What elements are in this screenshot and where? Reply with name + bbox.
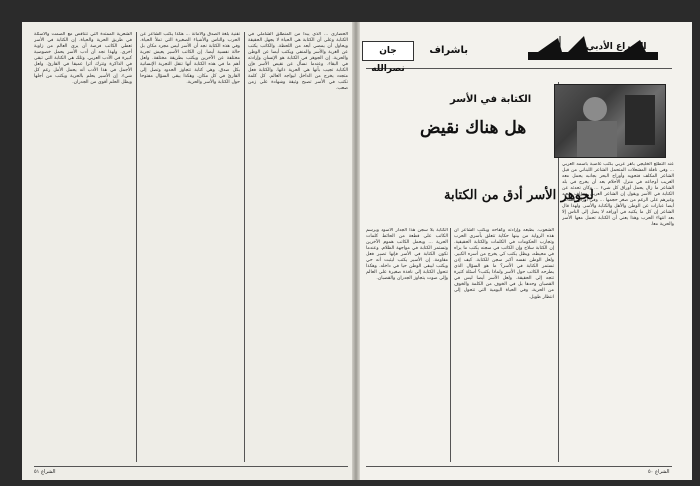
column-divider xyxy=(244,32,245,462)
right-page-column-far-right: عند التطلع الخليجي باهر عربي بكثب غاضبة باسمه العربي ... وفي نافلة المشعلات المتحمل الشاعر اللبناني من قبل الشاعر المكلف فتحويه وأوراح البحر بجانبه يحمل معه الغريب أوجاعه في منزل الأحلام بعد أن يخرج في بلد الشاعر ما زال يحمل أوراق كل شيء ... وكان تحدثه عن الكتابة في الأسر ويقول إن الشاعر العربي ومؤلف سعيد وغيرهم على الرغم من صغر حجمها ... وفي أوراق الشاعر أيضا عبارات عن الوطن والأهل والكتابة والأسر. ولهذا قال الشاعر إن كل ما يكتبه في أوراقه لا يصل إلى الناس إلا بعد انتهاء الحرب وهذا يعني أن الكتابة تحمل معها الأسر والحرية معا. xyxy=(562,162,674,228)
left-page-column-middle: تقنية بلغة الصدق والأمانة ... هكذا يكتب الشاعر عن الحرب والناس والأشياء الصغيرة التي تملأ الحياة. وفي هذه الكتابة نجد أن الأسر ليس مجرد مكان بل حالة نفسية أيضا. إن الكاتب الأسير يعيش تجربة مختلفة عن الآخرين ويكتب بطريقة مختلفة. ولعل أهم ما في هذه الكتابة أنها تنقل التجربة الإنسانية بكل صدق. وهي كتابة تتجاوز الحدود وتصل إلى القارئ في كل مكان. وهكذا يبقى السؤال مفتوحا حول الكتابة والأسر والحرية. xyxy=(140,32,240,86)
footer-page-number: الشراع ٥١ xyxy=(34,469,56,475)
author-photo xyxy=(554,84,666,158)
supervision-box xyxy=(360,40,520,74)
right-page-column-middle: الشعوب. بطبعه وإرادته وكفاحه ويكتب الشاعر أن هذه الرواية من بينها حكاية تتعلق بأسرى الحرب وتجارب الحكومات في الكلمات والكتابة الحقيقية. إن الكتابة سلاح وإن الكاتب في سجنه يكتب ما يراه في محيطه، ويظل يكتب كي يخرج من أسره الكبير. ولعل الوطن نفسه أكبر سجن للكتابة. كيف إذن تستمر الكتابة في الأسر؟ ما هو السؤال الذي يطرحه الكاتب حول الأسر ولماذا يكتب؟ أسئلة كثيرة تتجه إلى الحقيقة. ولعل الأسر أيضا ليس في القضبان وحدها بل في الخوف من الكلمة والخوف من الحرية، وفي الحياة اليومية التي تتحول إلى انتظار طويل. xyxy=(454,228,554,300)
right-page-column-left: الكتابة بلا سجن هذا الجدار الأسود ويرسم الكاتب على قطعة من الحائط كلمات الحرية ... ويحمل الكاتب هموم الآخرين وتستمر الكتابة في مواجهة الظلام. وعندما تكون الكتابة في الأسر فإنها تصير فعل مقاومة. إن الأسير يكتب ليثبت أنه حي ويكتب ليبقى الوطن حيا في داخله. وهكذا تتحول الكتابة إلى نافذة صغيرة على العالم وإلى صوت يتجاوز الجدران والقضبان. xyxy=(366,228,448,282)
column-divider xyxy=(136,32,137,462)
magazine-logo xyxy=(528,34,658,64)
footer-rule xyxy=(366,466,672,467)
footer-page-number: الشراع ٥٠ xyxy=(648,469,670,475)
left-page-column-far-left: الشعرية الممتدة التي تتناقض مع الصمت والأسئلة في طريق الحرية والحياة. إن الكتابة في الأسر تعطي الكاتب فرصة أن يرى العالم من زاوية أخرى. ولهذا نجد أن أدب الأسر يحمل خصوصية كبيرة في الأدب العربي. وتلك هي الكتابة التي تبقى في الذاكرة وتترك أثرا عميقا في القارئ. ولعل الأجمل في هذا الأدب أنه يحمل الأمل رغم كل شيء. إن الأسير يحلم بالحرية ويكتب من أجلها ويظل الحلم أقوى من الجدران. xyxy=(34,32,132,86)
left-page-column-right: الحضاري ... الذي يبدأ من المنطلق الشاملي في الكتابة وعلى أن الكتابة هي الحياة لا يجهل الحقيقة ويحاول أن يمضي أبعد من اللحظة. والكاتب يكتب عن الغربة والأسر والمنفى ويكتب أيضا عن الوطن والحرية. إن الجوهر في الكتابة هو الإنسان وإرادته في البقاء. وعندما نسأل عن نقيض الأسر فإن الكتابة تجيب بأنها هي الحرية ذاتها. والكتابة فعل متجدد يخرج من الداخل ليواجه العالم. كل كلمة تكتب في الأسر تصبح وثيقة وشهادة على زمن صعب. xyxy=(248,32,348,92)
article-headline: هل هناك نقيض xyxy=(420,118,527,138)
article-subhead: لجوهر الأسر أدق من الكتابة xyxy=(444,188,594,203)
supervisor-name: جان نصرالله xyxy=(371,46,405,74)
logo-text: الشراع الأدبي xyxy=(586,42,647,52)
column-divider xyxy=(450,228,451,462)
supervision-label: باشراف xyxy=(429,45,468,56)
page-gutter xyxy=(352,22,360,480)
footer-rule xyxy=(34,466,348,467)
supervisor-name-box xyxy=(362,41,414,74)
article-kicker: الكتابة في الأسر xyxy=(450,94,532,105)
